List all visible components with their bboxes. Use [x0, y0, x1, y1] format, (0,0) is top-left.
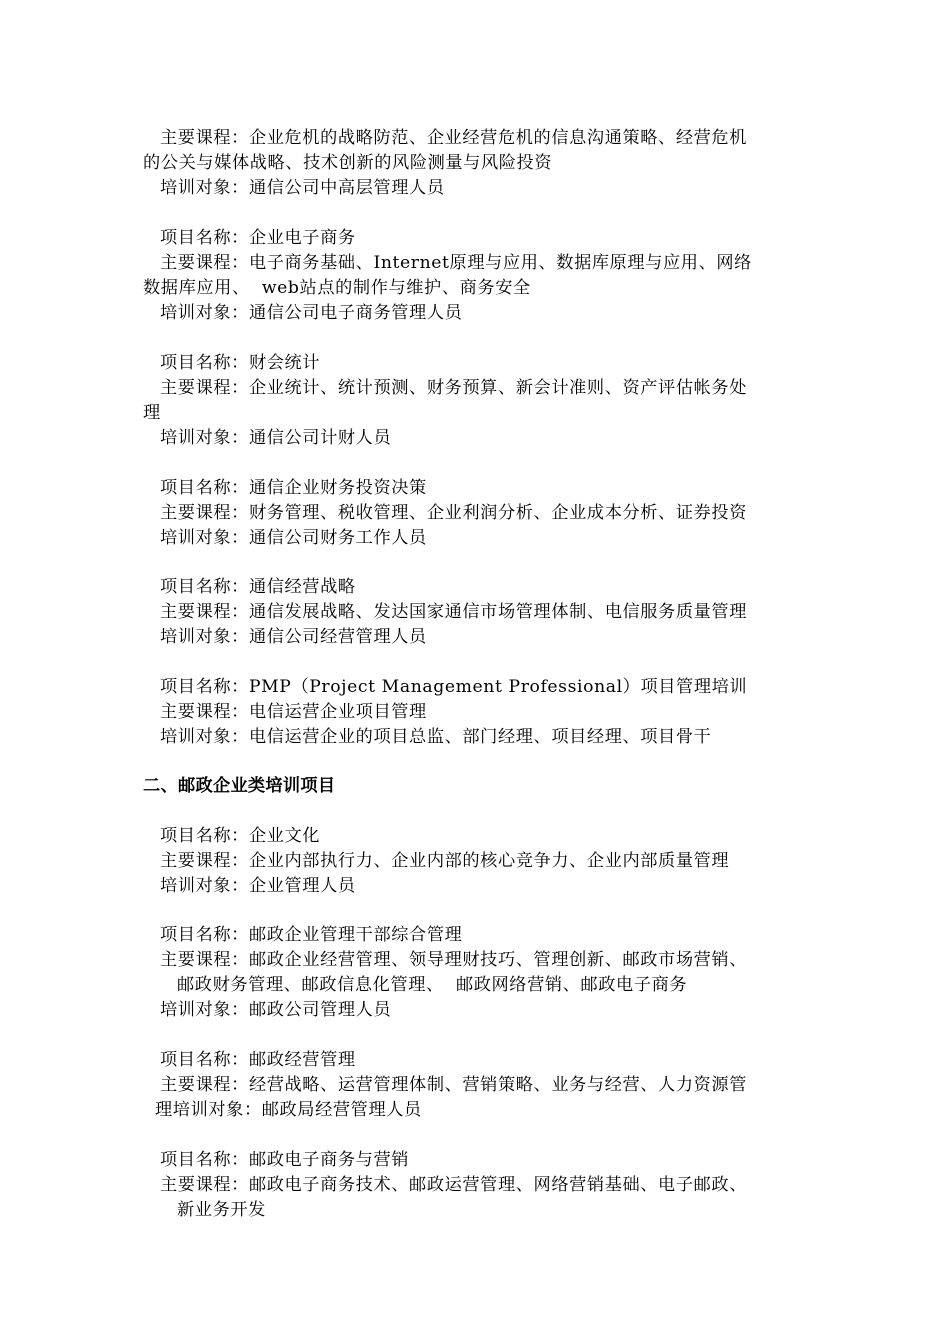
text-line: 的公关与媒体战略、技术创新的风险测量与风险投资	[143, 153, 553, 173]
text-line: 新业务开发	[177, 1200, 266, 1220]
section-heading: 二、邮政企业类培训项目	[143, 776, 336, 796]
text-line: 培训对象：电信运营企业的项目总监、部门经理、项目经理、项目骨干	[160, 727, 712, 747]
text-line: 主要课程：邮政企业经营管理、领导理财技巧、管理创新、邮政市场营销、	[160, 950, 747, 970]
text-line: 项目名称：企业电子商务	[160, 228, 356, 248]
text-line: 主要课程：通信发展战略、发达国家通信市场管理体制、电信服务质量管理	[160, 602, 747, 622]
text-line: 主要课程：电信运营企业项目管理	[160, 702, 427, 722]
text-line: 主要课程：企业统计、统计预测、财务预算、新会计准则、资产评估帐务处	[160, 378, 747, 398]
text-line: 培训对象：通信公司电子商务管理人员	[160, 303, 463, 323]
text-line: 主要课程：电子商务基础、Internet原理与应用、数据库原理与应用、网络	[160, 253, 752, 273]
text-line: 项目名称：邮政企业管理干部综合管理	[160, 925, 463, 945]
text-line: 培训对象：通信公司经营管理人员	[160, 627, 427, 647]
text-line: 项目名称：财会统计	[160, 353, 321, 373]
text-line: 主要课程：企业内部执行力、企业内部的核心竞争力、企业内部质量管理	[160, 851, 730, 871]
text-line: 项目名称：PMP（Project Management Professional）项目管理培训	[160, 677, 748, 697]
text-line: 培训对象：通信公司财务工作人员	[160, 528, 427, 548]
text-line: 培训对象：邮政公司管理人员	[160, 1000, 392, 1020]
text-line: 邮政财务管理、邮政信息化管理、 邮政网络营销、邮政电子商务	[177, 975, 688, 995]
text-line: 理培训对象：邮政局经营管理人员	[155, 1100, 422, 1120]
text-line: 主要课程：经营战略、运营管理体制、营销策略、业务与经营、人力资源管	[160, 1075, 747, 1095]
text-line: 培训对象：通信公司中高层管理人员	[160, 178, 445, 198]
text-line: 数据库应用、 web站点的制作与维护、商务安全	[143, 278, 531, 298]
text-line: 项目名称：邮政电子商务与营销	[160, 1150, 410, 1170]
text-line: 主要课程：财务管理、税收管理、企业利润分析、企业成本分析、证券投资	[160, 503, 747, 523]
text-line: 主要课程：企业危机的战略防范、企业经营危机的信息沟通策略、经营危机	[160, 128, 747, 148]
text-line: 项目名称：邮政经营管理	[160, 1050, 356, 1070]
text-line: 培训对象：通信公司计财人员	[160, 428, 392, 448]
text-line: 主要课程：邮政电子商务技术、邮政运营管理、网络营销基础、电子邮政、	[160, 1175, 747, 1195]
text-line: 培训对象：企业管理人员	[160, 876, 356, 896]
text-line: 项目名称：通信企业财务投资决策	[160, 478, 427, 498]
text-line: 理	[143, 403, 161, 423]
text-line: 项目名称：通信经营战略	[160, 577, 356, 597]
text-line: 项目名称：企业文化	[160, 826, 321, 846]
